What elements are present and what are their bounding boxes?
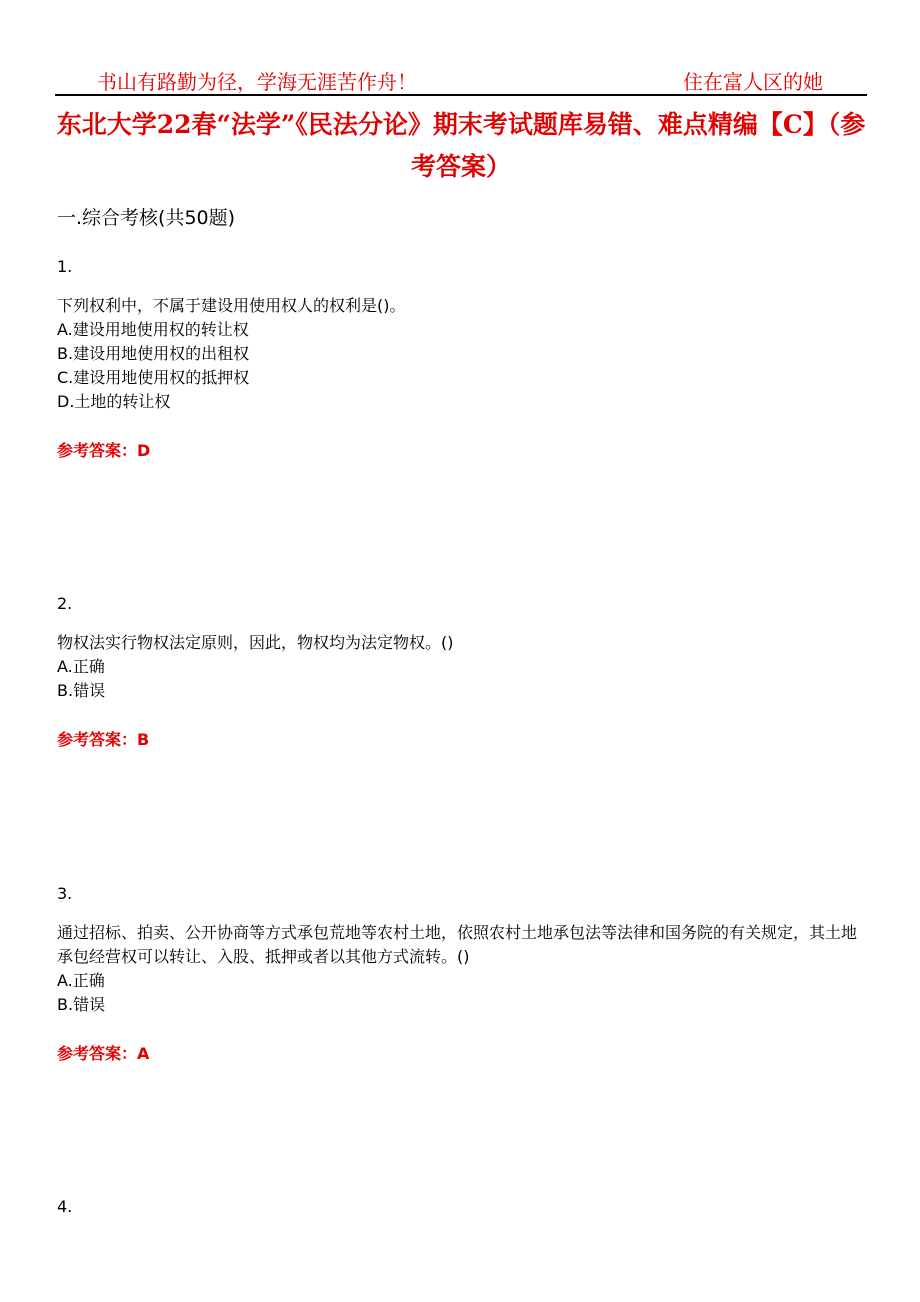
header-author: 住在富人区的她 [683,70,823,94]
option-b: B.建设用地使用权的出租权 [57,344,250,363]
answer-label: 参考答案：A [57,1044,150,1063]
question-number: 4. [57,1197,73,1216]
answer-label: 参考答案：D [57,441,151,460]
question-3 [57,882,872,1066]
question-number: 1. [57,257,73,276]
option-a: A.建设用地使用权的转让权 [57,320,249,339]
question-1 [57,255,872,463]
option-d: D.土地的转让权 [57,392,171,411]
option-b: B.错误 [57,995,106,1014]
document-title: 东北大学22春“法学”《民法分论》期末考试题库易错、难点精编【C】（参考答案） [56,110,866,181]
option-c: C.建设用地使用权的抵押权 [57,368,250,387]
option-a: A.正确 [57,971,105,990]
option-b: B.错误 [57,681,106,700]
page-header [55,62,867,96]
question-stem: 物权法实行物权法定原则，因此，物权均为法定物权。() [57,633,454,652]
question-number: 3. [57,884,73,903]
header-divider [55,94,867,96]
section-title: 一.综合考核(共50题) [57,207,236,229]
question-stem: 下列权利中，不属于建设用使用权人的权利是()。 [57,296,406,315]
question-2 [57,592,872,752]
header-motto: 书山有路勤为径，学海无涯苦作舟！ [97,70,417,94]
question-stem: 通过招标、拍卖、公开协商等方式承包荒地等农村土地，依照农村土地承包法等法律和国务院的有关规定，其土地承包经营权可以转让、入股、抵押或者以其他方式流转。() [57,923,858,966]
question-number: 2. [57,594,73,613]
answer-label: 参考答案：B [57,730,150,749]
question-4 [57,1195,872,1234]
option-a: A.正确 [57,657,105,676]
